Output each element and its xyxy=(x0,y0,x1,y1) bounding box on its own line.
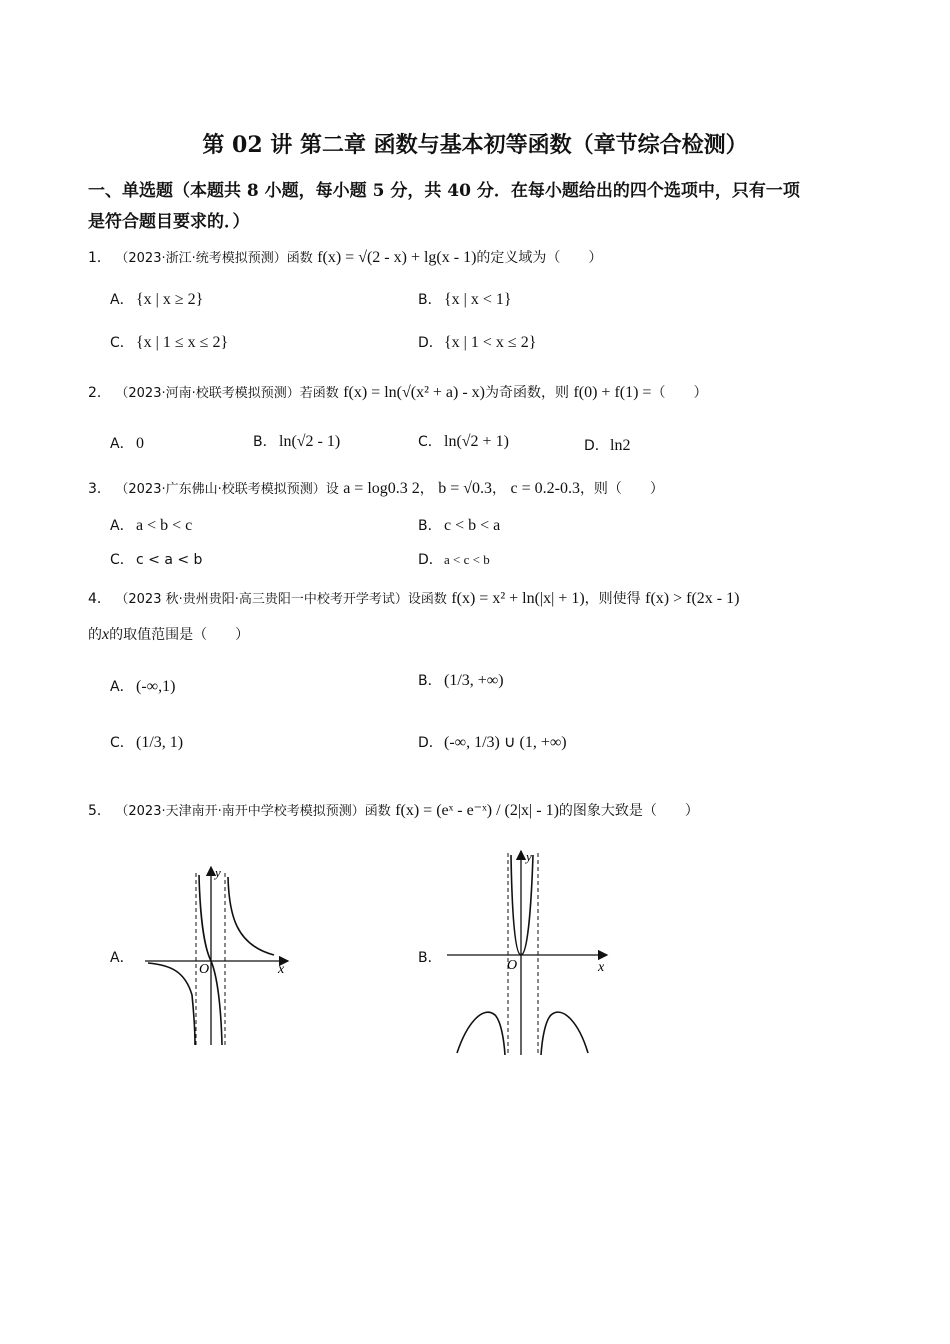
question-formula-c: c = 0.2-0.3 xyxy=(510,480,580,497)
option-a[interactable]: A． {x | x ≥ 2} xyxy=(110,291,204,308)
question-tail: 为奇函数，则 xyxy=(484,385,569,401)
question-formula: f(x) = √(2 - x) + lg(x - 1) xyxy=(317,249,477,266)
option-d[interactable]: D．a < c < b xyxy=(418,552,490,568)
option-a[interactable]: A． a < b < c xyxy=(110,517,193,534)
option-b[interactable]: B． ln(√2 - 1) xyxy=(253,433,341,450)
x-label: x xyxy=(278,962,285,977)
option-d[interactable]: D．ln2 xyxy=(584,437,631,454)
question-source: （2023·广东佛山·校联考模拟预测）设 xyxy=(115,482,339,497)
section-heading-line1: 一、单选题（本题共 8 小题，每小题 5 分，共 40 分．在每小题给出的四个选项中，只有一项 xyxy=(88,181,800,201)
question-source: （2023·河南·校联考模拟预测）若函数 xyxy=(115,386,339,401)
question-formula-2: f(0) + f(1) = xyxy=(573,384,652,401)
question-tail: 的定义域为（ ） xyxy=(476,250,603,266)
question-formula-2: f(x) > f(2x - 1) xyxy=(645,590,740,607)
option-b[interactable]: B． c < b < a xyxy=(418,517,501,534)
option-c[interactable]: C． (1/3, 1) xyxy=(110,734,184,751)
question-formula-a: a = log0.3 2 xyxy=(343,480,420,497)
question-1 xyxy=(88,247,602,267)
curve-left-branch xyxy=(457,1012,505,1055)
option-d[interactable]: D．(-∞, 1/3) ∪ (1, +∞) xyxy=(418,734,567,751)
graph-option-b[interactable] xyxy=(445,845,615,1057)
section-heading-line2: 是符合题目要求的．） xyxy=(88,212,250,232)
page-title: 第 02 讲 第二章 函数与基本初等函数（章节综合检测） xyxy=(202,132,748,158)
origin-label: O xyxy=(507,958,518,973)
question-number: 4． xyxy=(88,591,111,607)
question-formula: f(x) = ln(√(x² + a) - x) xyxy=(343,384,485,401)
option-d[interactable]: D．{x | 1 < x ≤ 2} xyxy=(418,334,537,351)
option-c[interactable]: C． {x | 1 ≤ x ≤ 2} xyxy=(110,334,229,351)
option-a[interactable]: A． 0 xyxy=(110,435,144,452)
y-label: y xyxy=(526,849,532,864)
question-4 xyxy=(88,588,739,608)
option-b-label[interactable]: B． xyxy=(418,950,442,966)
question-4-line2: 的x的取值范围是（ ） xyxy=(88,626,250,643)
curve-left-branch xyxy=(148,963,195,1045)
question-formula: f(x) = (eˣ - e⁻ˣ) / (2|x| - 1) xyxy=(395,802,559,819)
y-label: y xyxy=(215,865,221,880)
option-b[interactable]: B． (1/3, +∞) xyxy=(418,672,504,689)
curve-right-branch xyxy=(541,1012,588,1055)
question-source: （2023 秋·贵州贵阳·高三贵阳一中校考开学考试）设函数 xyxy=(115,592,447,607)
question-tail-2: （ ） xyxy=(651,385,708,401)
origin-label: O xyxy=(199,962,210,977)
curve-middle-branch xyxy=(511,855,533,955)
graph-option-a[interactable] xyxy=(140,855,300,1055)
question-number: 5． xyxy=(88,803,111,819)
question-formula: f(x) = x² + ln(|x| + 1) xyxy=(451,590,585,607)
option-b[interactable]: B． {x | x < 1} xyxy=(418,291,512,308)
question-source: （2023·天津南开·南开中学校考模拟预测）函数 xyxy=(115,804,391,819)
question-number: 2． xyxy=(88,385,111,401)
question-tail: 的图象大致是（ ） xyxy=(558,803,699,819)
option-c[interactable]: C． c < a < b xyxy=(110,552,203,568)
question-source: （2023·浙江·统考模拟预测）函数 xyxy=(115,251,313,266)
question-5 xyxy=(88,800,699,820)
question-3: 3． （2023·广东佛山·校联考模拟预测）设 a = log0.3 2， b = √0.3， c = 0.2-0.3，则（ ） xyxy=(88,480,664,497)
option-a[interactable]: A． (-∞,1) xyxy=(110,678,176,695)
option-c[interactable]: C． ln(√2 + 1) xyxy=(418,433,509,450)
question-tail: ，则（ ） xyxy=(579,481,664,497)
question-number: 3． xyxy=(88,481,111,497)
question-2 xyxy=(88,382,707,402)
question-formula-b: b = √0.3 xyxy=(438,480,493,497)
option-a-label[interactable]: A． xyxy=(110,950,134,966)
question-number: 1． xyxy=(88,250,111,266)
question-tail: ，则使得 xyxy=(584,591,641,607)
curve-right-branch xyxy=(228,877,274,955)
x-label: x xyxy=(598,960,605,975)
